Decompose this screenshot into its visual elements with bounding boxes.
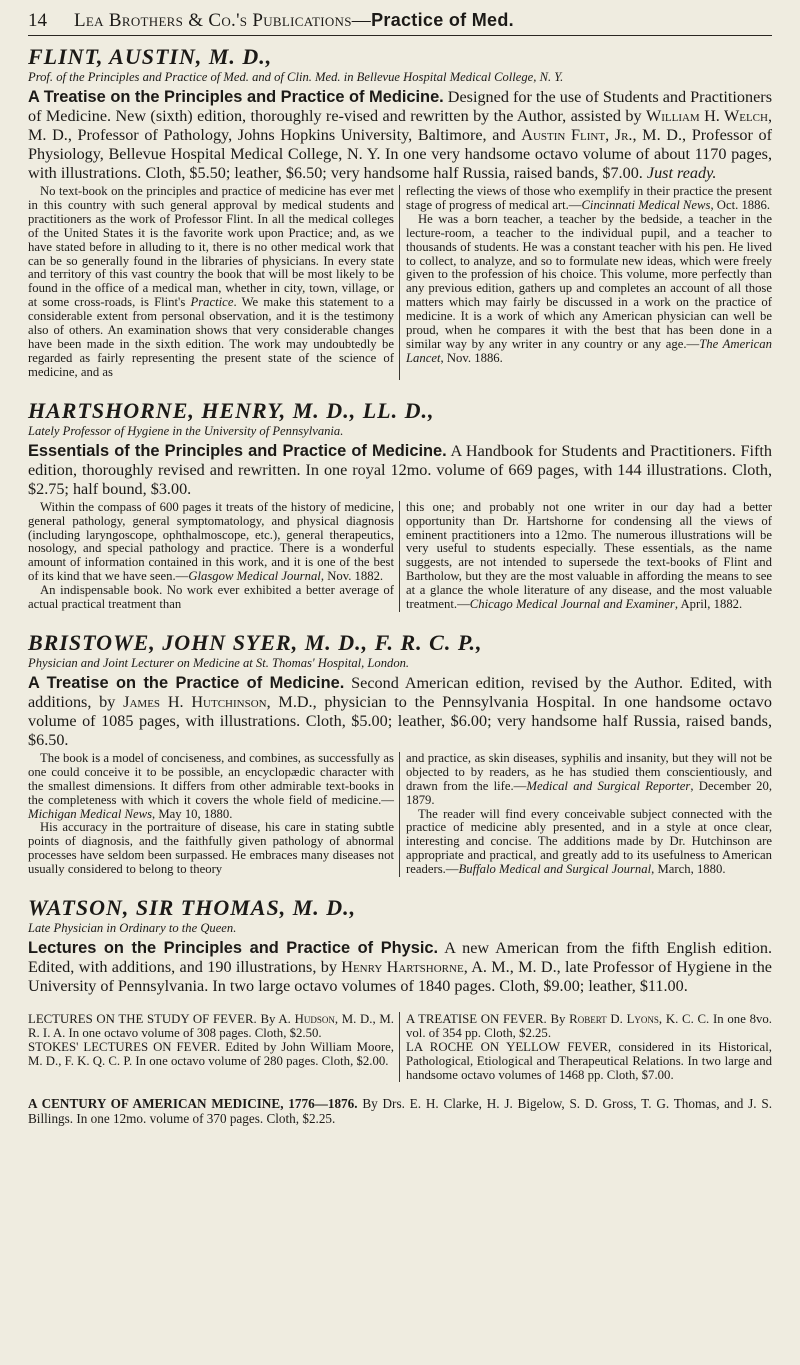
- editor-name: Austin Flint, Jr.: [521, 126, 633, 144]
- listing-author: Hudson: [294, 1012, 335, 1027]
- review-paragraph: [406, 501, 772, 612]
- listing-text: , M. D., M. R. I. A. In one octavo volume of 308 pages. Cloth, $2.50.: [28, 1012, 395, 1041]
- review-text: . We make this statement to a considerable extent from personal observation, and it is the testimony also of others. An examination shows that very considerable changes have been made in the sixth edition. The work may undoubtedly be regarded as fairly representing the present state of the science of medicine, and as: [28, 295, 394, 379]
- book-listing: [28, 939, 772, 996]
- listing-text: A TREATISE ON FEVER. By: [406, 1012, 570, 1027]
- page-number: 14: [28, 10, 47, 31]
- entry-watson: [28, 895, 772, 996]
- fever-listings: [28, 1012, 772, 1082]
- fever-left-column: [28, 1012, 400, 1082]
- book-text: Second American edition, revised by the Author. Edited, with additions, by: [28, 673, 772, 711]
- review-text: His accuracy in the portraiture of disease, his care in stating subtle points of diagnosis, and the faithfully given pathology of abnormal processes have seldom been surpassed. He embraces many diseases not usually considered to belong to theory: [28, 820, 394, 877]
- review-left-column: [28, 752, 400, 877]
- book-text: Designed for the use of Students and Practitioners of Medicine. New (sixth) edition, thoroughly re-vised and rewritten by the Author, assisted by: [28, 88, 772, 125]
- running-title-prefix: Lea Brothers & Co.'s Publications—: [74, 10, 372, 31]
- book-text: , M. D., Professor of Physiology, Bellevue Hospital Medical College, N. Y. In one very handsome octavo volume of about 1170 pages, with illustrations. Cloth, $5.50; leather, $6.50; very handsome half Russia, raised bands, $7.00.: [28, 126, 772, 182]
- review-paragraph: [28, 185, 394, 380]
- review-date: , December 20, 1879.: [406, 778, 772, 807]
- listing-text: , K. C. C. In one 8vo. vol. of 354 pp. Cloth, $2.25.: [406, 1012, 773, 1041]
- review-paragraph: [28, 584, 394, 612]
- running-title: [74, 10, 772, 32]
- listing: STOKES' LECTURES ON FEVER. Edited by John William Moore, M. D., F. K. Q. C. P. In one octavo volume of 280 pages. Cloth, $2.00.: [28, 1040, 394, 1069]
- book-text: A new American from the fifth English edition. Edited, with additions, and 190 illustrations, by: [28, 939, 773, 977]
- page: [28, 0, 772, 1350]
- review-date: , Oct. 1886.: [710, 197, 770, 212]
- review-paragraph: [406, 752, 772, 808]
- book-listing: [28, 88, 772, 183]
- book-title: A Treatise on the Practice of Medicine.: [28, 673, 345, 692]
- review-left-column: [28, 501, 400, 612]
- review-date: , Nov. 1882.: [320, 569, 384, 584]
- listing: [28, 1012, 394, 1040]
- listing-author: Robert D. Lyons: [569, 1012, 659, 1027]
- review-source: Medical and Surgical Reporter: [526, 778, 691, 793]
- review-text: this one; and probably not one writer in our day had a better opportunity than Dr. Hartshorne for condensing all the views of eminent practitioners into a 12mo. The numerous illustrations will be very useful to students especially. These essentials, as the name suggests, are not intended to supersede the text-books of Flint and Bartholow, but they are the most valuable in affording the means to see at a glance the whole literature of any disease, and the most valuable treatment.—: [406, 499, 772, 612]
- book-text: , M. D., Professor of Pathology, Johns Hopkins University, Baltimore, and: [28, 107, 772, 144]
- review-source: Cincinnati Medical News: [581, 197, 711, 212]
- running-head: [28, 10, 772, 36]
- review-text: The reader will find every conceivable subject connected with the practice of medicine ably presented, and in a style at once clear, interesting and concise. The additions made by Dr. Hutchinson are appropriate and practical, and greatly add to its usefulness to American readers.—: [406, 806, 772, 877]
- bottom-text: By Drs. E. H. Clarke, H. J. Bigelow, S. D. Gross, T. G. Thomas, and J. S. Billings. In one 12mo. volume of 370 pages. Cloth, $2.25.: [28, 1096, 772, 1127]
- review-paragraph: [406, 185, 772, 213]
- review-right-column: [400, 752, 772, 877]
- review-source: The American Lancet: [406, 336, 772, 365]
- review-columns: [28, 501, 772, 612]
- review-paragraph: [28, 501, 394, 584]
- review-source: Michigan Medical News: [28, 806, 153, 821]
- entry-hartshorne: [28, 398, 772, 612]
- author-description: Prof. of the Principles and Practice of Med. and of Clin. Med. in Bellevue Hospital Medical College, N. Y.: [28, 70, 564, 84]
- listing: LA ROCHE ON YELLOW FEVER, considered in its Historical, Pathological, Etiological and Therapeutical Relations. In two large and handsome octavo volumes of 1468 pp. Cloth, $7.00.: [406, 1040, 772, 1083]
- review-source: Buffalo Medical and Surgical Journal: [458, 862, 652, 877]
- review-paragraph: [406, 213, 772, 366]
- review-text: Within the compass of 600 pages it treats of the history of medicine, general pathology, general symptomatology, and physical diagnosis (including laryngoscope, ophthalmoscope, etc.), general therapeutics, nosology, and special pathology and practice. There is a wonderful amount of information contained in this work, and it is one of the best of its kind that we have seen.—: [28, 499, 394, 584]
- book-title: A Treatise on the Principles and Practice of Medicine.: [28, 88, 444, 106]
- author-description: Physician and Joint Lecturer on Medicine at St. Thomas' Hospital, London.: [28, 655, 410, 670]
- review-text: He was a born teacher, a teacher by the bedside, a teacher in the lecture-room, a teacher to the individual pupil, and a teacher to thousands of students. He was a constant teacher with his pen. He lived to collect, to analyze, and so to formulate new ideas, which were freely given to the profession of his choice. This volume, more perfectly than any previous edition, gathers up and completes an account of all those matters which may fairly be discussed in a work on the practice of medicine. It is a work of which any American physician can well be proud, when he compares it with the best that has been done in a similar way by any writer in any country or any age.—: [406, 211, 772, 351]
- listing: [406, 1012, 772, 1040]
- author-name: HARTSHORNE, HENRY, M. D., LL. D.,: [28, 397, 435, 423]
- fever-right-column: [400, 1012, 772, 1082]
- review-paragraph: [406, 808, 772, 878]
- review-text: An indispensable book. No work ever exhibited a better average of actual practical treatment than: [28, 583, 394, 612]
- review-paragraph: [28, 752, 394, 822]
- review-left-column: [28, 185, 400, 380]
- book-listing: [28, 442, 772, 499]
- bottom-title: A CENTURY OF AMERICAN MEDICINE, 1776—1876.: [28, 1096, 358, 1112]
- review-italic: Practice: [190, 295, 234, 310]
- review-text: reflecting the views of those who exemplify in their practice the present stage of progress of medical art.—: [406, 184, 772, 212]
- editor-name: James H. Hutchinson: [123, 692, 267, 711]
- review-text: No text-book on the principles and practice of medicine has ever met in this country with such general approval by medical students and practitioners as the work of Professor Flint. In all the medical colleges of the United States it is the favorite work upon Practice; and, as we have stated before in alluding to it, there is no other medical work that can be so generally found in the libraries of physicians. In every state and territory of this vast country the book that will be most likely to be found in the office of a medical man, whether in city, town, village, or at some cross-roads, is Flint's: [28, 184, 394, 310]
- entry-flint: [28, 44, 772, 380]
- author-description: Late Physician in Ordinary to the Queen.: [28, 921, 237, 936]
- editor-name: Henry Hartshorne: [341, 958, 464, 977]
- review-columns: [28, 185, 772, 380]
- review-date: , March, 1880.: [651, 862, 726, 877]
- book-listing: [28, 674, 772, 750]
- author-name: BRISTOWE, JOHN SYER, M. D., F. R. C. P.,: [28, 629, 483, 655]
- review-text: The book is a model of conciseness, and combines, as successfully as one could conceive it to be possible, an encyclopædic character with the smallest dimensions. It differs from other admirable text-books in the completeness with which it covers the whole field of medicine.—: [28, 750, 394, 807]
- book-text: , M.D., physician to the Pennsylvania Hospital. In one handsome octavo volume of 1085 pages, with illustrations. Cloth, $5.00; leather, $6.00; very handsome half Russia, raised bands, $6.50.: [28, 692, 772, 749]
- book-title: Essentials of the Principles and Practice of Medicine.: [28, 441, 447, 460]
- review-text: and practice, as skin diseases, syphilis and insanity, but they will not be objected to by readers, as he has studied them conscientiously, and drawn from the life.—: [406, 750, 772, 793]
- author-name: FLINT, AUSTIN, M. D.,: [28, 44, 273, 69]
- running-title-bold: Practice of Med.: [371, 10, 514, 30]
- review-paragraph: [28, 821, 394, 877]
- review-date: , May 10, 1880.: [152, 806, 233, 821]
- listing-text: LECTURES ON THE STUDY OF FEVER. By A.: [28, 1012, 295, 1027]
- entry-bristowe: [28, 630, 772, 877]
- ready-note: Just ready.: [646, 164, 717, 182]
- review-date: , Nov. 1886.: [440, 350, 503, 365]
- review-source: Chicago Medical Journal and Examiner: [469, 597, 675, 612]
- editor-name: William H. Welch: [645, 107, 768, 125]
- review-right-column: [400, 185, 772, 380]
- review-source: Glasgow Medical Journal: [188, 569, 321, 584]
- book-title: Lectures on the Principles and Practice of Physic.: [28, 939, 439, 958]
- book-text: A Handbook for Students and Practitioners. Fifth edition, thoroughly revised and rewritten. In one royal 12mo. volume of 669 pages, with 144 illustrations. Cloth, $2.75; half bound, $3.00.: [28, 441, 772, 498]
- book-text: , A. M., M. D., late Professor of Hygiene in the University of Pennsylvania. In two large octavo volumes of 1840 pages. Cloth, $9.00; leather, $11.00.: [28, 958, 772, 996]
- author-description: Lately Professor of Hygiene in the University of Pennsylvania.: [28, 423, 344, 438]
- author-name: WATSON, SIR THOMAS, M. D.,: [28, 895, 357, 921]
- review-date: , April, 1882.: [674, 597, 743, 612]
- review-columns: [28, 752, 772, 877]
- bottom-listing: [28, 1096, 772, 1126]
- review-right-column: [400, 501, 772, 612]
